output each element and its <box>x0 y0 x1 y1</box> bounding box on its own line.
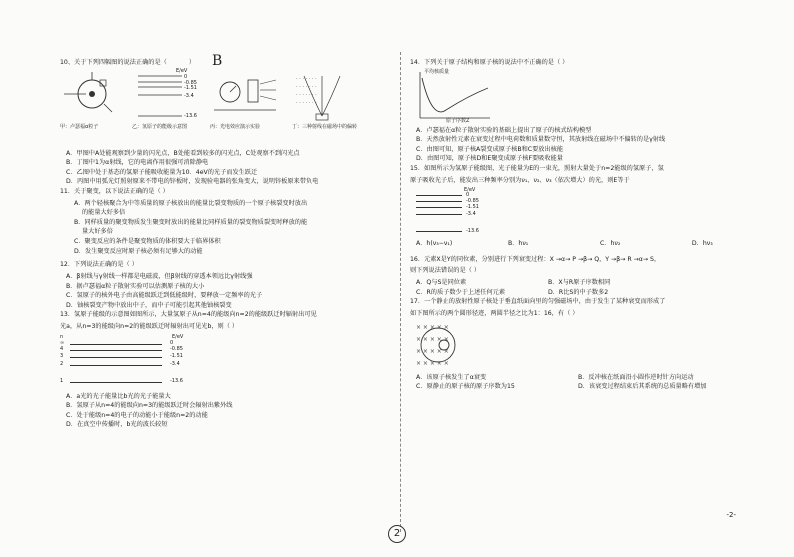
q17-options-row-1 <box>416 373 785 383</box>
q10-figure-alpha-scattering <box>60 70 122 122</box>
svg-text:× × × × ×: × × × × × <box>416 323 449 331</box>
q13-e-label: E/eV <box>172 333 184 340</box>
q15-option-d: D．hν₃ <box>691 240 713 248</box>
q15-level-line-2 <box>416 207 462 208</box>
left-column <box>60 53 435 430</box>
q13-level-n-2: 2 <box>60 360 64 367</box>
q14-option-a: A．卢瑟福在α粒子散射实验的基础上提出了原子的核式结构模型 <box>416 126 592 134</box>
q15-level-e-1: -0.85 <box>466 198 479 205</box>
q10-stem-text: 10、关于下列四幅图的说法正确的是（ <box>60 59 167 66</box>
q17-option-a: A．该原子核发生了α衰变 <box>416 373 487 381</box>
q13-stem-2: 光a，从n=3的能级向n=2的能级跃迁时辐射出可见光b，则（ ） <box>60 322 239 330</box>
q12-stem: 12．下列说法正确的是（ ） <box>60 261 138 269</box>
svg-text:· · · · · · ·: · · · · · · · <box>296 75 317 82</box>
q15-level-line-0 <box>416 195 462 196</box>
q10-option-c: C．乙图中处于基态的氢原子能吸收能量为10．4eV的光子而发生跃迁 <box>66 168 258 176</box>
q17-options-row-2 <box>416 382 785 392</box>
q13-option-b: B．氢原子从n=4的能级向n=3的能级跃迁时会辐射出紫外线 <box>66 402 233 410</box>
q14-graph <box>410 70 785 126</box>
q13-level-line-2 <box>70 365 162 366</box>
q14-option-c: C．由图可知，原子核A裂变成原子核B和C要放出核能 <box>416 145 564 153</box>
q13-stem: 13．氢原子能级的示意图如图所示，大量氢原子从n=4的能级向n=2的能级跃迁时辐射出可见 <box>60 311 317 319</box>
handwritten-circled-number: 2 <box>388 525 406 543</box>
q15-level-e-0: 0 <box>466 192 470 199</box>
q12-option-b: B．据卢瑟福α粒子散射实验可以估测原子核的大小 <box>66 282 205 290</box>
q13-option-d: D．在真空中传播时，b光的波长较短 <box>66 421 168 429</box>
q10-option-d: D．丙图中用弧光灯照射原来不带电的锌板时，发现验电器的张角变大，说明锌板原来带负电 <box>66 178 319 186</box>
q16-option-a: A．Q与S是同位素 <box>416 279 467 287</box>
q13-level-e-inf: 0 <box>170 339 174 346</box>
q16-option-b: B．X与R原子序数相同 <box>547 279 611 287</box>
q13-level-n-1: 1 <box>60 377 64 384</box>
q11-option-b: B．同样质量的聚变物质发生聚变时放出的能量比同样质量的裂变物质裂变时释放的能 <box>74 218 308 226</box>
svg-text:· · · · · · ·: · · · · · · · <box>296 99 317 106</box>
q12-option-a: A．β射线与γ射线一样都是电磁波，但β射线的穿透本领远比γ射线强 <box>66 272 253 280</box>
q17-magnetic-field-tracks <box>414 321 474 371</box>
q13-level-n-4: 4 <box>60 345 64 352</box>
q13-option-c: C．处于能级n=4的电子的动能小于能级n=2的动能 <box>66 411 208 419</box>
q16-options-row-1 <box>416 278 785 288</box>
q14-option-b: B．天然放射性元素在衰变过程中电荷数和质量数守恒，其放射线在磁场中不偏转的是γ射线 <box>416 136 666 144</box>
q12-option-d: D．铀核裂变产物中放出中子，而中子可能引起其他铀核裂变 <box>66 301 232 309</box>
q15-stem-2: 原子吸收光子后，能发出三种频率分别为ν₁、ν₂、ν₃（依次增大）的光，则E等于 <box>410 176 630 184</box>
q13-energy-diagram <box>60 334 435 390</box>
q10-energy-value-1: -0.85 <box>184 79 197 86</box>
svg-text:× × × × ×: × × × × × <box>416 347 449 355</box>
svg-text:× × × × ×: × × × × × <box>416 359 449 367</box>
q11-option-c: C．聚变反应的条件是聚变物质的体积要大于临界体积 <box>74 238 221 246</box>
q10-energy-value-0: 0 <box>184 73 188 80</box>
q16-option-d: D．R比S的中子数多2 <box>547 288 609 296</box>
q10-stem <box>60 53 435 69</box>
q10-stem-end: ） <box>188 59 196 66</box>
q14-option-d: D．由图可知，原子核D和E聚变成原子核F要吸收能量 <box>416 155 563 163</box>
q11-stem: 11．关于聚变，以下说法正确的是（ ） <box>60 188 169 196</box>
q10-option-a: A．甲图中A处能观察到少量的闪光点，B处能看到较多的闪光点，C处观察不到闪光点 <box>66 149 300 157</box>
q16-option-c: C．R的质子数少于上述任何元素 <box>416 288 506 296</box>
q16-stem: 16．元素X是Y的同位素，分别进行下列衰变过程：X →α→ P →β→ Q，Y →β→ R →α→ S， <box>410 255 661 263</box>
q17-stem: 17．一个静止的放射性原子核处于垂直纸面向里的匀强磁场中，由于发生了某种衰变而形成了 <box>410 298 666 306</box>
q15-level-line-4 <box>416 231 462 232</box>
q10-energy-unit: E/eV <box>176 67 188 74</box>
q10-handwritten-answer: B <box>212 53 223 69</box>
q13-level-line-1 <box>70 382 162 383</box>
q12-option-c: C．氢原子的核外电子由高能级跃迁到低能级时，要释放一定频率的光子 <box>66 292 263 300</box>
q15-level-line-3 <box>416 214 462 215</box>
q13-level-e-4: -0.85 <box>170 345 183 352</box>
q14-graph-title: 平均核质量 <box>424 68 450 75</box>
q14-mass-curve <box>412 70 492 124</box>
q17-option-c: C．原静止的原子核的原子序数为15 <box>416 383 515 391</box>
q15-level-line-1 <box>416 201 462 202</box>
q15-energy-diagram <box>410 187 785 237</box>
right-column <box>410 58 785 392</box>
q10-energy-value-3: -3.4 <box>184 92 194 99</box>
q10-energy-value-4: -13.6 <box>184 112 197 119</box>
q10-energy-value-2: -1.51 <box>184 84 197 91</box>
q15-option-a: A．h(ν₃−ν₁) <box>416 240 453 248</box>
q10-figure-rays-in-field <box>292 70 352 122</box>
q10-figure-photoelectric <box>210 70 280 122</box>
q15-option-c: C．hν₂ <box>599 240 621 248</box>
q10-caption-a: 甲：卢瑟福α粒子 <box>60 123 99 130</box>
q14-stem: 14．下列关于原子结构和原子核的说法中不正确的是（ ） <box>410 59 569 66</box>
q10-caption-c: 丙：光电效应演示实验 <box>210 123 261 130</box>
q11-option-a: A．两个轻核聚合为中等质量的原子核放出的能量比裂变物质的一个原子核裂变时放出 <box>74 199 308 207</box>
svg-text:· · · · · · ·: · · · · · · · <box>296 83 317 90</box>
q13-level-e-2: -3.4 <box>170 360 180 367</box>
q11-option-d: D．发生聚变反应时原子核必须有足够大的动能 <box>74 247 203 255</box>
q11-option-b-cont: 量大好多倍 <box>82 228 113 236</box>
svg-text:· · · · · · ·: · · · · · · · <box>296 91 317 98</box>
q13-n-label: n <box>60 333 64 340</box>
q16-stem-2: 则下列说法错误的是（ ） <box>410 267 481 275</box>
q13-level-line-4 <box>70 350 162 351</box>
q13-level-n-3: 3 <box>60 352 64 359</box>
q13-level-line-inf <box>70 344 162 345</box>
q17-stem-2: 如下图所示的两个圆形径迹，两圆半径之比为1：16，有（ ） <box>410 309 579 317</box>
q13-level-line-3 <box>70 357 162 358</box>
q15-option-b: B．hν₁ <box>507 240 529 248</box>
q11-option-a-cont: 的能量大好多倍 <box>82 209 126 217</box>
q10-caption-b: 乙：氢原子的能级示意图 <box>132 123 188 130</box>
q10-figures <box>60 67 435 140</box>
q13-level-e-1: -13.6 <box>170 377 183 384</box>
q16-options-row-2 <box>416 288 785 298</box>
q10-caption-d: 丁：三种射线在磁场中的偏转 <box>292 123 358 130</box>
q13-level-n-inf: ∞ <box>60 339 65 346</box>
q15-level-e-3: -3.4 <box>466 211 476 218</box>
q15-level-e-4: -13.6 <box>466 228 479 235</box>
q13-level-e-3: -1.51 <box>170 352 183 359</box>
q10-option-b: B．丁图中1为α射线，它的电离作用很强可消除静电 <box>66 159 209 167</box>
q17-option-d: D．该衰变过程结束后其系统的总质量略有增加 <box>577 383 707 391</box>
q15-level-e-2: -1.51 <box>466 204 479 211</box>
page-number: -2- <box>726 511 736 519</box>
q17-figure <box>410 321 785 373</box>
q15-e-label: E/eV <box>464 187 476 194</box>
q15-stem: 15．如图所示为氢原子能级图，光子能量为E的一束光，照射大量处于n=2能级的氢原子，氢 <box>410 165 664 173</box>
q17-option-b: B．反冲核在纸面沿小圆作逆时针方向运动 <box>577 373 694 381</box>
q14-graph-xlabel: 原子序数Z <box>446 117 470 124</box>
svg-text:× × × × ×: × × × × × <box>416 335 449 343</box>
q15-options <box>416 239 785 249</box>
q13-option-a: A．a光的光子能量比b光的光子能量大 <box>66 392 171 400</box>
